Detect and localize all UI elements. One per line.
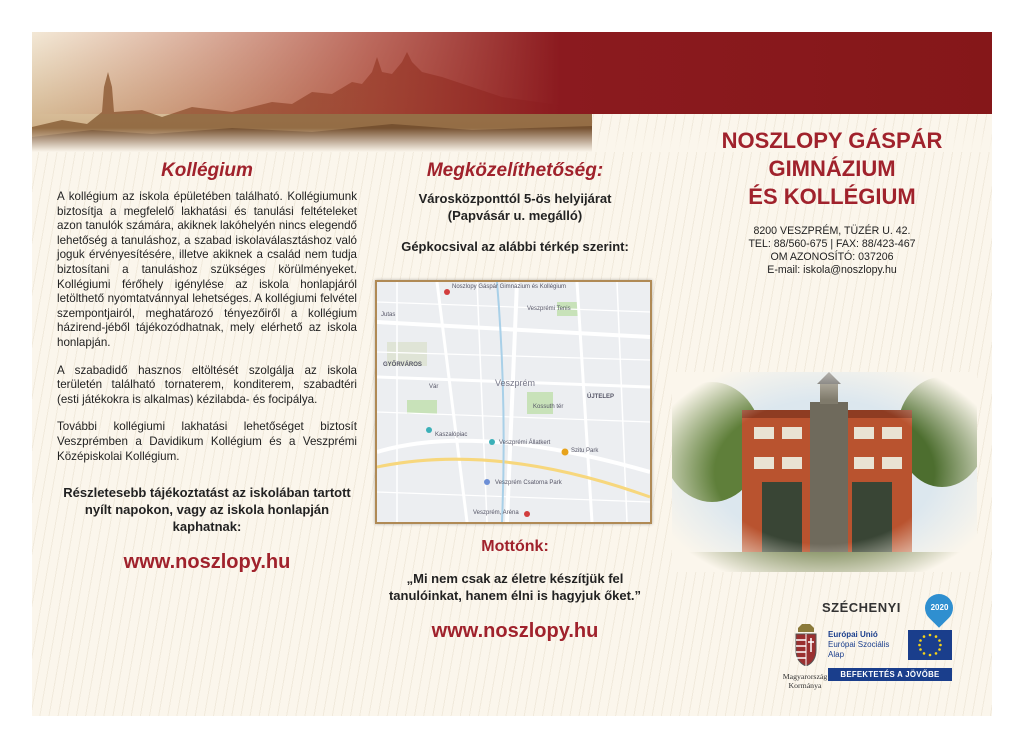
school-name-line-3: ÉS KOLLÉGIUM — [748, 184, 916, 209]
bus-info-line-1: Városközponttól 5-ös helyijárat — [418, 191, 612, 206]
kollegium-title: Kollégium — [161, 160, 253, 181]
szechenyi-logo-text: SZÉCHENYI — [822, 600, 901, 615]
access-column — [370, 160, 660, 255]
map-label-tenis: Veszprémi Tenis — [527, 306, 571, 312]
school-info-column — [672, 127, 992, 277]
map-label-school: Noszlopy Gáspár Gimnázium és Kollégium — [452, 284, 567, 290]
map-label-jutas: Jutas — [381, 312, 396, 318]
eu-text-block — [828, 630, 889, 660]
eu-slogan-bar: BEFEKTETÉS A JÖVŐBE — [828, 668, 952, 681]
motto-section — [370, 538, 660, 643]
access-title: Megközelíthetőség: — [426, 160, 604, 181]
map-label-kossuth: Kossuth tér — [533, 404, 564, 410]
motto-text: „Mi nem csak az életre készítjük fel tanulóinkat, hanem élni is hagyjuk őket.” — [388, 571, 642, 603]
school-building-photo — [672, 372, 977, 572]
map-label-kaszalo: Kaszalópiac — [435, 432, 468, 438]
car-info: Gépkocsival az alábbi térkép szerint: — [401, 239, 629, 254]
school-om-id: OM AZONOSÍTÓ: 037206 — [770, 251, 894, 263]
eu-line-1: Európai Unió — [828, 630, 878, 639]
kollegium-info: Részletesebb tájékoztatást az iskolában tartott nyílt napokon, vagy az iskola honlapján kaphatnak: — [63, 485, 351, 535]
motto-title: Mottónk: — [481, 538, 549, 555]
kollegium-paragraph-3: További kollégiumi lakhatási lehetőséget biztosít Veszprémben a Davidikum Kollégium és a Veszprémi Középiskolai Kollégium. — [57, 420, 357, 463]
school-email[interactable]: E-mail: iskola@noszlopy.hu — [767, 264, 897, 276]
kollegium-paragraph-2: A szabadidő hasznos eltöltését szolgálja az iskola területén található tornaterem, konditerem, szabadtéri (esti játékokra is alkalmas) kézilabda- és focipálya. — [57, 363, 357, 406]
bus-info-line-2: (Papvásár u. megálló) — [447, 208, 583, 223]
hungarian-crest-icon — [788, 624, 824, 666]
location-map[interactable] — [375, 280, 652, 524]
szechenyi-year: 2020 — [930, 603, 949, 612]
gov-line-1: Magyarország — [782, 672, 828, 681]
eu-line-3: Alap — [828, 650, 845, 659]
map-roads — [377, 282, 650, 522]
brochure-sheet — [32, 32, 992, 716]
contact-block — [672, 225, 992, 277]
map-label-veszprem: Veszprém — [495, 378, 536, 388]
school-name-line-2: GIMNÁZIUM — [768, 156, 896, 181]
gov-line-2: Kormánya — [788, 681, 822, 690]
map-label-ujtelep: ÚJTELEP — [587, 394, 615, 400]
map-label-allatkert: Veszprémi Állatkert — [499, 440, 551, 446]
map-label-gyorvaros: GYŐRVÁROS — [383, 362, 422, 368]
kollegium-column — [57, 160, 357, 574]
map-label-csatorna: Veszprém Csatorna Park — [495, 480, 562, 486]
school-phone: TEL: 88/560-675 | FAX: 88/423-467 — [748, 238, 916, 250]
map-label-arena: Veszprém, Aréna — [473, 510, 519, 516]
eu-flag-icon — [908, 630, 952, 660]
school-address: 8200 VESZPRÉM, TÜZÉR U. 42. — [753, 225, 911, 237]
eu-line-2: Európai Szociális — [828, 640, 890, 649]
school-name-line-1: NOSZLOPY GÁSPÁR — [721, 128, 943, 153]
map-label-var: Vár — [429, 384, 439, 390]
access-website-link[interactable]: www.noszlopy.hu — [431, 620, 599, 642]
kollegium-paragraph-1: A kollégium az iskola épületében található. Kollégiumunk biztosítja a megfelelő lakhatási és tanulási feltételeket azon tanulók számára, akiknek lakóhelyén nincs elegendő lehetőség a tanuláshoz, a szabad iskolaválasztáshoz való joguk érvényesítésére, illetve akiknek a család nem tudja biztosítani a tanuláshoz szükséges körülményeket. Kollégiumi férőhely igénylése az iskola honlapjáról letölthető nyomtatvánnyal lehetséges. A kollégiumi felvétel szempontjairól, meghatározó tényezőiről a kollégium házirend-jéből tájékozódhatnak, mely elérhető az iskola honlapján. — [57, 190, 357, 349]
map-label-szitu: Szitu Park — [571, 448, 599, 454]
kollegium-website-link[interactable]: www.noszlopy.hu — [123, 551, 291, 574]
